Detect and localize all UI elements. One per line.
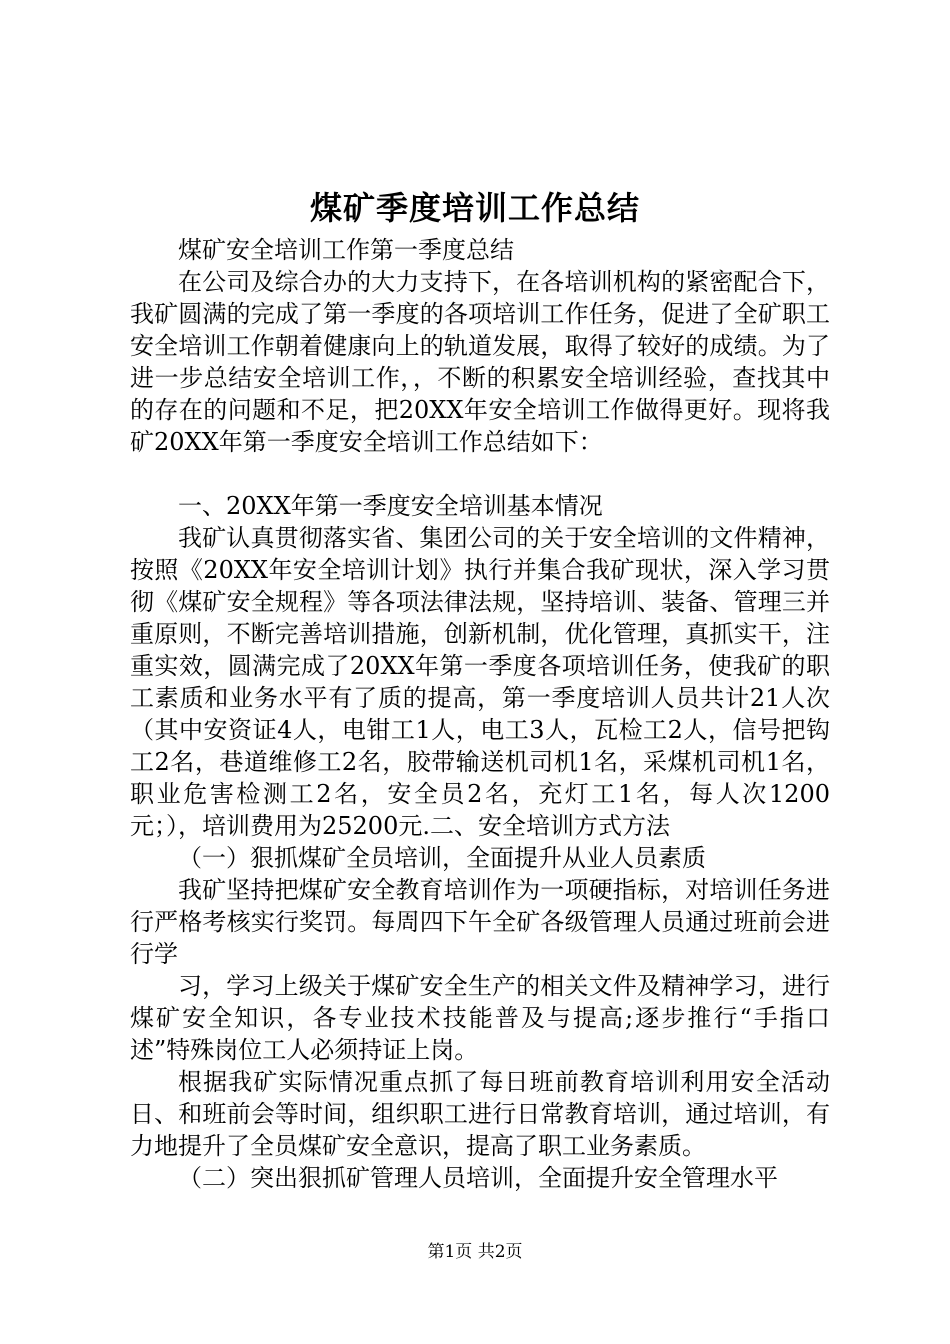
section-heading-1: 一、20XX年第一季度安全培训基本情况 <box>178 492 603 520</box>
document-title: 煤矿季度培训工作总结 <box>309 189 640 227</box>
paragraph-daily-training: 根据我矿实际情况重点抓了每日班前教育培训利用安全活动日、和班前会等时间，组织职工进行日常教育培训，通过培训，有力地提升了全员煤矿安全意识，提高了职工业务素质。 <box>130 1068 830 1160</box>
paragraph-subtitle: 煤矿安全培训工作第一季度总结 <box>178 236 514 264</box>
subsection-heading-1: （一）狠抓煤矿全员培训，全面提升从业人员素质 <box>178 844 706 872</box>
paragraph-intro: 在公司及综合办的大力支持下，在各培训机构的紧密配合下，我矿圆满的完成了第一季度的各项培训工作任务，促进了全矿职工安全培训工作朝着健康向上的轨道发展，取得了较好的成绩。为了进一步总结安全培训工作，，不断的积累安全培训经验，查找其中的存在的问题和不足，把20XX年安全培训工作做得更好。现将我矿20XX年第一季度安全培训工作总结如下： <box>130 268 830 456</box>
paragraph-basic-situation: 我矿认真贯彻落实省、集团公司的关于安全培训的文件精神，按照《20XX年安全培训计划》执行并集合我矿现状，深入学习贯彻《煤矿安全规程》等各项法律法规，坚持培训、装备、管理三并重原则，不断完善培训措施，创新机制，优化管理，真抓实干，注重实效，圆满完成了20XX年第一季度各项培训任务，使我矿的职工素质和业务水平有了质的提高，第一季度培训人员共计21人次（其中安资证4人，电钳工1人，电工3人，瓦检工2人，信号把钩工2名，巷道维修工2名，胶带输送机司机1名，采煤机司机1名，职业危害检测工2名，安全员2名，充灯工1名，每人次1200元；），培训费用为25200元.二、安全培训方式方法 <box>130 524 830 840</box>
document-body <box>130 234 830 1194</box>
subsection-heading-2: （二）突出狠抓矿管理人员培训，全面提升安全管理水平 <box>178 1164 778 1192</box>
page-number-footer: 第1页 共2页 <box>427 1242 523 1262</box>
paragraph-study-continued: 习，学习上级关于煤矿安全生产的相关文件及精神学习，进行煤矿安全知识，各专业技术技能普及与提高;逐步推行“手指口述”特殊岗位工人必须持证上岗。 <box>130 972 830 1064</box>
paragraph-full-staff-training: 我矿坚持把煤矿安全教育培训作为一项硬指标，对培训任务进行严格考核实行奖罚。每周四下午全矿各级管理人员通过班前会进行学 <box>130 876 830 968</box>
